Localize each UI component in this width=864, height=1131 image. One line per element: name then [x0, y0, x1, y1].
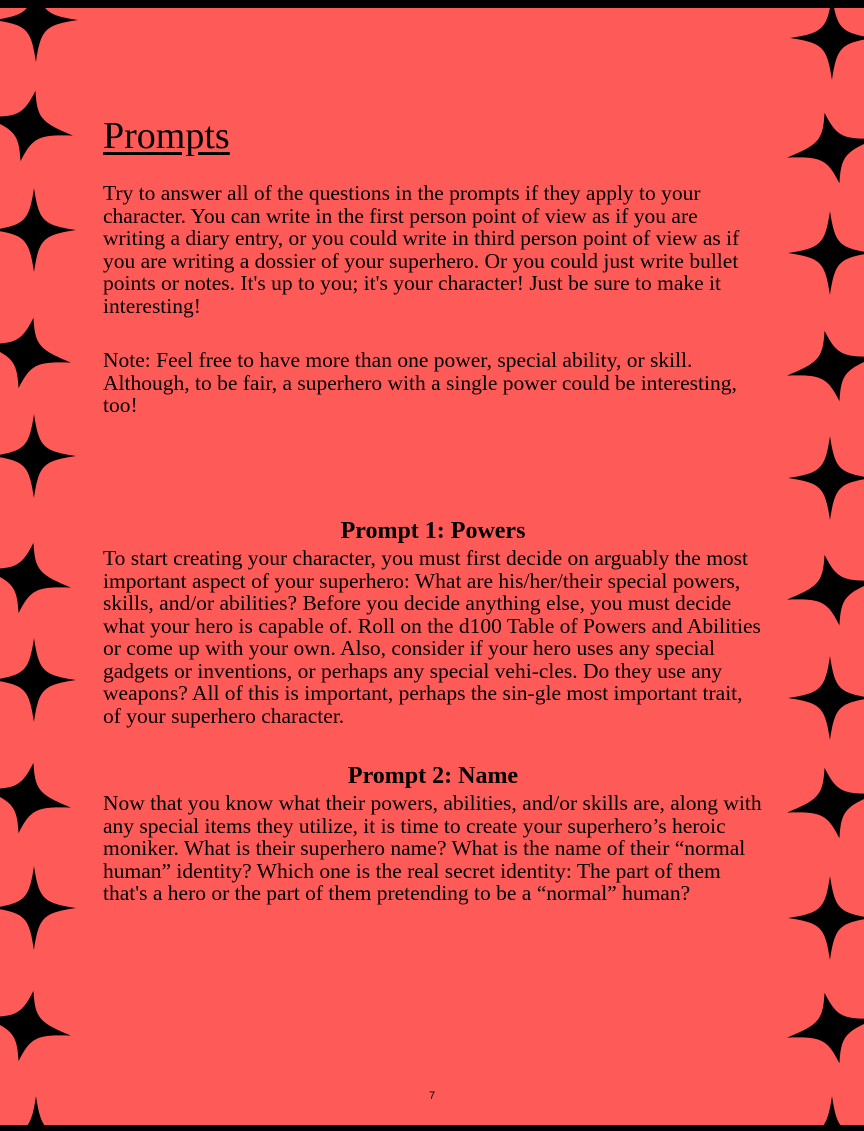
star-icon — [0, 8, 78, 62]
star-icon — [788, 656, 864, 740]
star-icon — [780, 103, 864, 193]
right-star-border — [780, 8, 864, 1131]
star-icon — [790, 8, 864, 80]
note-paragraph: Note: Feel free to have more than one power, special ability, or skill. Although, to be fair, a superhero with a single power could be interesting, too! — [103, 348, 737, 417]
star-icon — [780, 321, 864, 411]
star-icon — [0, 753, 78, 843]
page-title: Prompts — [103, 115, 230, 157]
prompt-2-body: Now that you know what their powers, abilities, and/or skills are, along with any special items they utilize, it is time to create your superhero’s heroic moniker. What is their superhero name? What is the name of their “normal human” identity? Which one is the real secret identity: The part of them that's a hero or the part of them pretending to be a “normal” human? — [103, 791, 762, 905]
prompt-2-heading: Prompt 2: Name — [347, 763, 519, 789]
left-star-border — [0, 8, 80, 1131]
star-icon — [0, 81, 80, 171]
page-number: 7 — [428, 1090, 436, 1102]
prompt-1-heading: Prompt 1: Powers — [340, 518, 526, 544]
star-icon — [0, 981, 78, 1071]
star-icon — [0, 414, 76, 498]
star-icon — [780, 983, 864, 1073]
star-icon — [0, 533, 78, 623]
star-icon — [0, 308, 78, 398]
star-icon — [780, 758, 864, 848]
prompt-1-body: To start creating your character, you must first decide on arguably the most important aspect of your superhero: What are his/her/their special powers, skills, and/or abilities? Before you decide anything else, you must decide what your hero is capable of. Roll on the d100 Table of Powers and Abilities or come up with your own. Also, consider if your hero uses any special gadgets or inventions, or perhaps any special vehi-cles. Do they use any weapons? All of this is important, perhaps the sin-gle most important trait, of your superhero character. — [103, 546, 761, 728]
star-icon — [0, 188, 76, 272]
star-icon — [780, 545, 864, 635]
star-icon — [0, 866, 76, 950]
intro-paragraph: Try to answer all of the questions in the prompts if they apply to your character. You can write in the first person point of view as if you are writing a diary entry, or you could write in third person point of view as if you are writing a dossier of your superhero. Or you could just write bullet points or notes. It's up to you; it's your character! Just be sure to make it interesting! — [103, 181, 740, 318]
star-icon — [0, 638, 76, 722]
star-icon — [788, 876, 864, 960]
star-icon — [788, 436, 864, 520]
star-icon — [788, 211, 864, 295]
